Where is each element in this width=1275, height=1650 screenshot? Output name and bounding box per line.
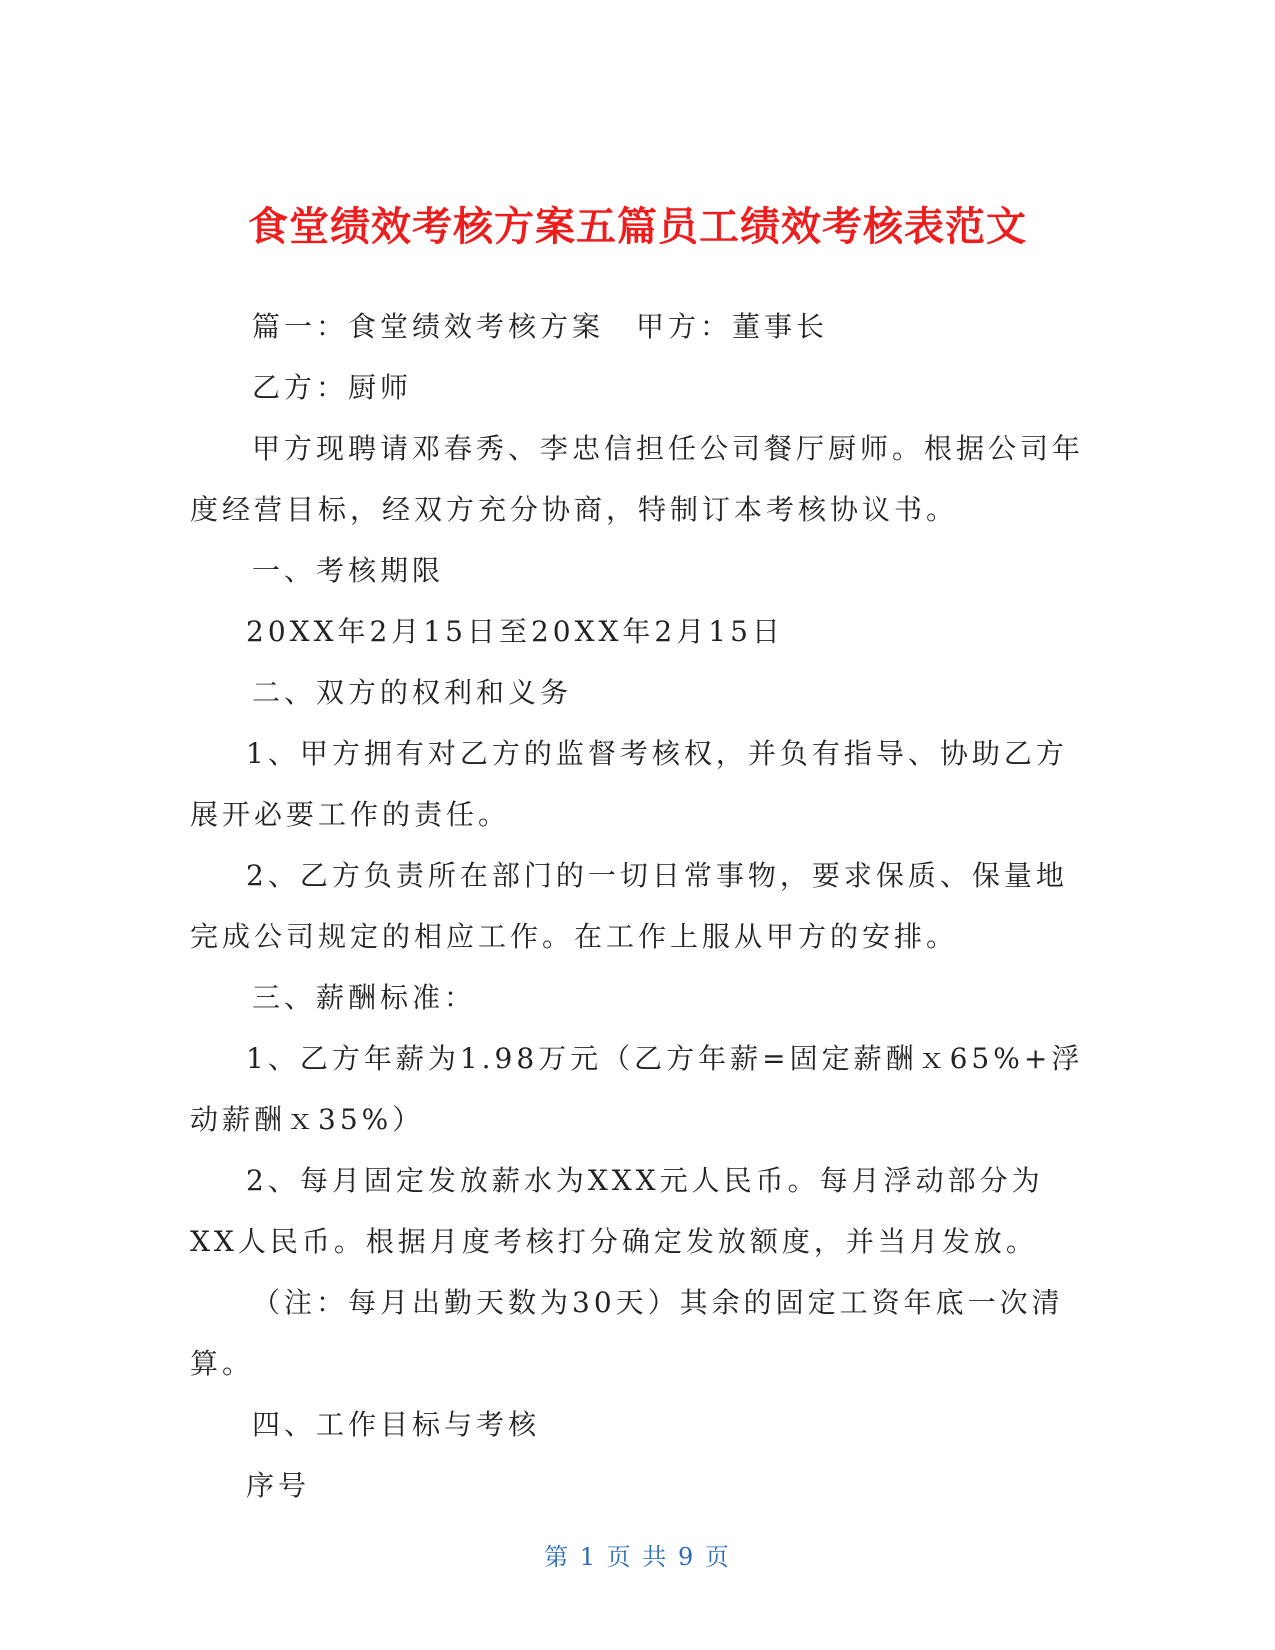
section-heading-salary: 三、薪酬标准：	[252, 981, 477, 1014]
paragraph-party-b: 乙方：厨师	[252, 371, 413, 404]
document-title: 食堂绩效考核方案五篇员工绩效考核表范文	[248, 203, 1027, 250]
paragraph-salary-note: （注：每月出勤天数为30天）其余的固定工资年底一次清算。	[190, 1286, 1064, 1380]
paragraph-rights-1: 1、甲方拥有对乙方的监督考核权，并负有指导、协助乙方展开必要工作的责任。	[190, 737, 1068, 831]
paragraph-salary-2: 2、每月固定发放薪水为XXX元人民币。每月浮动部分为XX人民币。根据月度考核打分确定发放额度，并当月发放。	[190, 1164, 1044, 1258]
section-heading-term: 一、考核期限	[252, 554, 445, 587]
page-footer: 第 1 页 共 9 页	[544, 1543, 731, 1571]
paragraph-salary-1: 1、乙方年薪为1.98万元（乙方年薪=固定薪酬ｘ65%+浮动薪酬ｘ35%）	[190, 1042, 1084, 1136]
section-heading-goals: 四、工作目标与考核	[252, 1408, 541, 1441]
document-body	[190, 296, 1085, 1516]
paragraph-part-one-heading: 篇一：食堂绩效考核方案 甲方：董事长	[252, 310, 829, 343]
paragraph-intro: 甲方现聘请邓春秀、李忠信担任公司餐厅厨师。根据公司年度经营目标，经双方充分协商，特制订本考核协议书。	[190, 432, 1085, 526]
paragraph-rights-2: 2、乙方负责所在部门的一切日常事物，要求保质、保量地完成公司规定的相应工作。在工作上服从甲方的安排。	[190, 859, 1068, 953]
section-heading-rights: 二、双方的权利和义务	[252, 676, 573, 709]
table-header-serial: 序号	[246, 1469, 311, 1502]
paragraph-term-dates: 20XX年2月15日至20XX年2月15日	[246, 615, 784, 648]
